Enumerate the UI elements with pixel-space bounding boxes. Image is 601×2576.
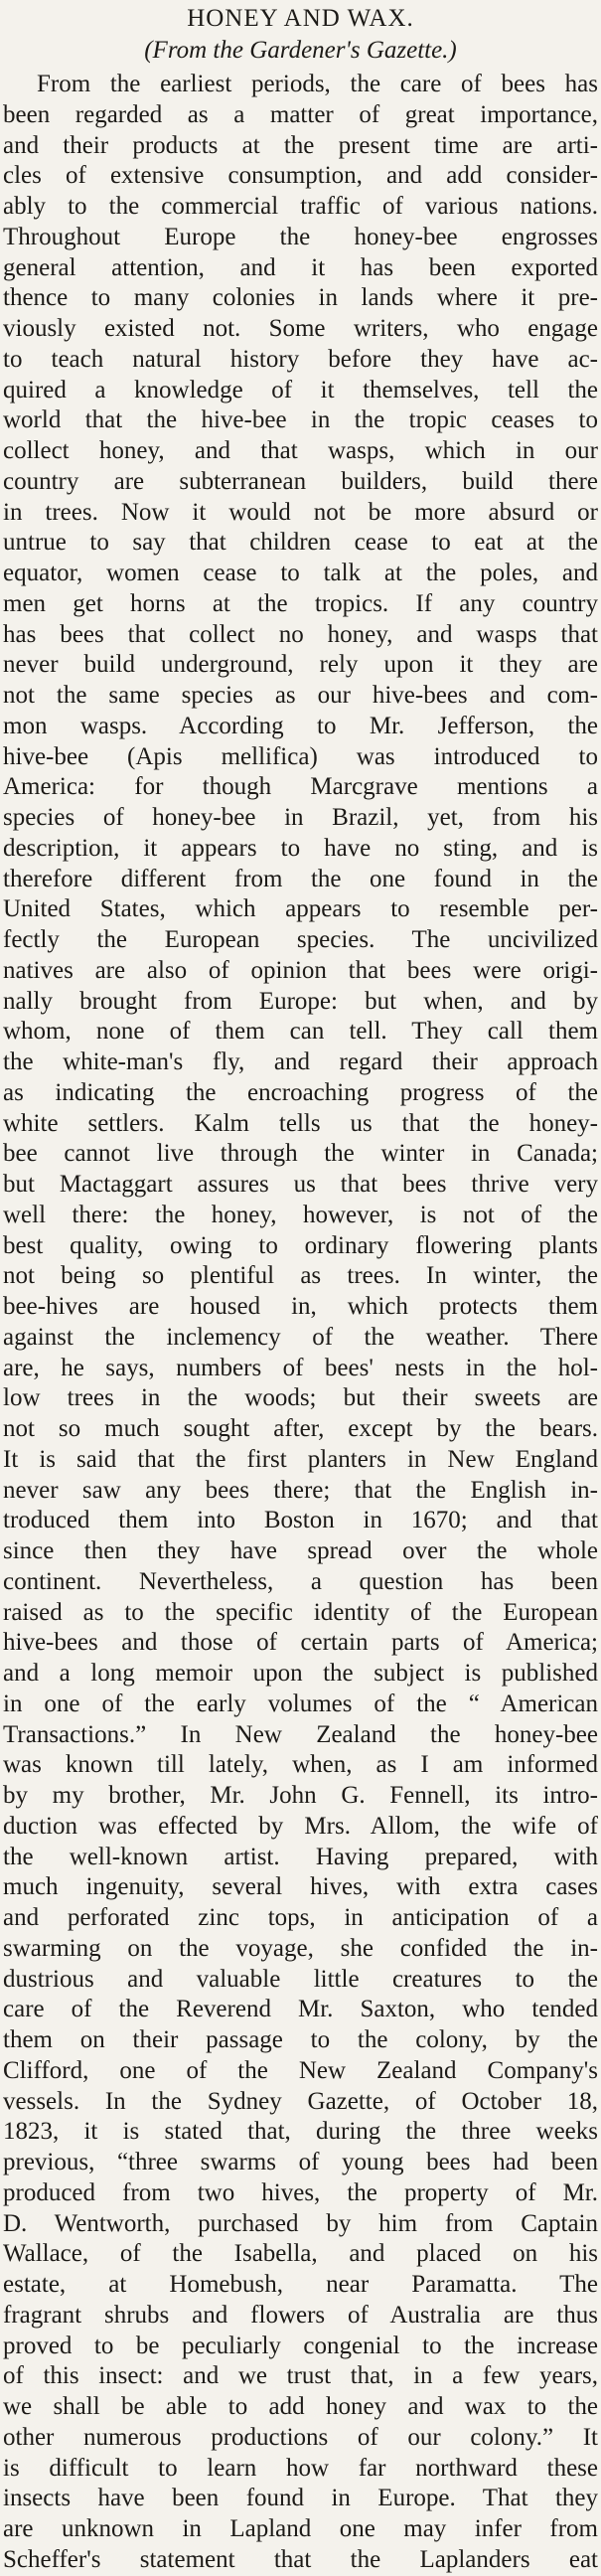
text-line: low trees in the woods; but their sweets are (3, 1384, 598, 1412)
text-line: are, he says, numbers of bees' nests in the hol- (3, 1354, 598, 1381)
text-line: dustrious and valuable little creatures to the (3, 1965, 598, 1993)
text-line: It is said that the first planters in New England (3, 1445, 598, 1473)
text-line: untrue to say that children cease to eat at the (3, 529, 598, 557)
text-line: hive-bee (Apis mellifica) was introduced to (3, 742, 598, 770)
text-line: America: for though Marcgrave mentions a (3, 773, 598, 801)
article-source: (From the Gardener's Gazette.) (144, 37, 457, 64)
text-line: world that the hive-bee in the tropic ceases to (3, 406, 598, 434)
text-line: are unknown in Lapland one may infer from (3, 2515, 598, 2542)
text-line: insects have been found in Europe. That they (3, 2485, 598, 2512)
text-line: troduced them into Boston in 1670; and that (3, 1507, 598, 1534)
text-line: white settlers. Kalm tells us that the honey- (3, 1109, 598, 1137)
text-line: nally brought from Europe: but when, and by (3, 987, 598, 1015)
text-line: Wallace, of the Isabella, and placed on his (3, 2240, 598, 2268)
text-line: care of the Reverend Mr. Saxton, who tended (3, 1996, 598, 2023)
text-line: of this insect: and we trust that, in a few years, (3, 2362, 598, 2390)
text-line: equator, women cease to talk at the poles, and (3, 560, 598, 586)
text-line: continent. Nevertheless, a question has been (3, 1567, 598, 1595)
text-line: quired a knowledge of it themselves, tell the (3, 376, 598, 403)
text-line: collect honey, and that wasps, which in our (3, 437, 598, 464)
text-line: since then they have spread over the whole (3, 1537, 598, 1564)
text-line: mon wasps. According to Mr. Jefferson, the (3, 712, 598, 739)
text-line: well there: the honey, however, is not of the (3, 1201, 598, 1228)
text-line: by my brother, Mr. John G. Fennell, its intro- (3, 1782, 598, 1809)
text-line: natives are also of opinion that bees were origi- (3, 956, 598, 984)
text-line: Clifford, one of the New Zealand Company's (3, 2056, 598, 2084)
text-line: in trees. Now it would not be more absurd or (3, 498, 598, 526)
text-line: 1823, it is stated that, during the three weeks (3, 2118, 598, 2146)
article-body (3, 70, 598, 2576)
text-line: raised as to the specific identity of the European (3, 1598, 598, 1626)
text-line: the well-known artist. Having prepared, with (3, 1843, 598, 1870)
text-line: general attention, and it has been exported (3, 253, 598, 281)
text-line: bee-hives are housed in, which protects them (3, 1293, 598, 1320)
text-line: proved to be peculiarly congenial to the increase (3, 2332, 598, 2359)
text-line: United States, which appears to resemble per- (3, 895, 598, 923)
text-line: but Mactaggart assures us that bees thrive very (3, 1171, 598, 1198)
text-line: Transactions.” In New Zealand the honey-bee (3, 1720, 598, 1748)
text-line: produced from two hives, the property of Mr. (3, 2178, 598, 2206)
text-line: against the inclemency of the weather. There (3, 1323, 598, 1351)
text-line: Throughout Europe the honey-bee engrosses (3, 223, 598, 250)
text-line: thence to many colonies in lands where it pre- (3, 284, 598, 312)
text-line: country are subterranean builders, build there (3, 467, 598, 495)
text-line: Scheffer's statement that the Laplanders eat (3, 2545, 598, 2573)
text-line: D. Wentworth, purchased by him from Captain (3, 2209, 598, 2237)
text-line: therefore different from the one found in the (3, 865, 598, 892)
text-line: hive-bees and those of certain parts of America; (3, 1629, 598, 1657)
text-line: cles of extensive consumption, and add consider- (3, 162, 598, 190)
text-line: the white-man's fly, and regard their approach (3, 1048, 598, 1075)
text-line: was known till lately, when, as I am informed (3, 1751, 598, 1779)
text-line: as indicating the encroaching progress of the (3, 1078, 598, 1106)
text-line: them on their passage to the colony, by the (3, 2026, 598, 2053)
text-line: duction was effected by Mrs. Allom, the wife of (3, 1812, 598, 1840)
text-line: other numerous productions of our colony.” It (3, 2423, 598, 2451)
text-line: not the same species as our hive-bees and com- (3, 682, 598, 709)
text-line: species of honey-bee in Brazil, yet, from his (3, 804, 598, 831)
text-line: and a long memoir upon the subject is published (3, 1660, 598, 1687)
text-line: estate, at Homebush, near Paramatta. The (3, 2271, 598, 2298)
text-line: much ingenuity, several hives, with extra cases (3, 1873, 598, 1901)
text-line: and their products at the present time are arti- (3, 131, 598, 159)
text-line: vessels. In the Sydney Gazette, of October 18, (3, 2087, 598, 2115)
text-line: has bees that collect no honey, and wasps that (3, 620, 598, 648)
text-line: and perforated zinc tops, in anticipation of a (3, 1904, 598, 1931)
text-line: ably to the commercial traffic of various nations. (3, 193, 598, 220)
text-line: From the earliest periods, the care of bees has (37, 71, 598, 97)
text-line: fragrant shrubs and flowers of Australia are thus (3, 2301, 598, 2329)
article-title: HONEY AND WAX. (187, 5, 414, 32)
text-line: previous, “three swarms of young bees had been (3, 2149, 598, 2175)
text-line: is difficult to learn how far northward these (3, 2454, 598, 2482)
text-line: to teach natural history before they have ac- (3, 345, 598, 373)
text-line: fectly the European species. The uncivilized (3, 926, 598, 953)
text-line: never build underground, rely upon it they are (3, 651, 598, 679)
text-line: not being so plentiful as trees. In winter, the (3, 1262, 598, 1290)
text-line: men get horns at the tropics. If any country (3, 589, 598, 617)
text-line: best quality, owing to ordinary flowering plants (3, 1231, 598, 1259)
text-line: not so much sought after, except by the bears. (3, 1415, 598, 1442)
text-line: description, it appears to have no sting, and is (3, 834, 598, 862)
text-line: swarming on the voyage, she confided the in- (3, 1934, 598, 1962)
text-line: bee cannot live through the winter in Canada; (3, 1140, 598, 1168)
text-line: in one of the early volumes of the “ American (3, 1690, 598, 1717)
text-line: whom, none of them can tell. They call them (3, 1018, 598, 1046)
text-line: we shall be able to add honey and wax to the (3, 2393, 598, 2420)
text-line: never saw any bees there; that the English in- (3, 1476, 598, 1504)
text-line: been regarded as a matter of great importance, (3, 100, 598, 128)
text-line: viously existed not. Some writers, who engage (3, 315, 598, 342)
